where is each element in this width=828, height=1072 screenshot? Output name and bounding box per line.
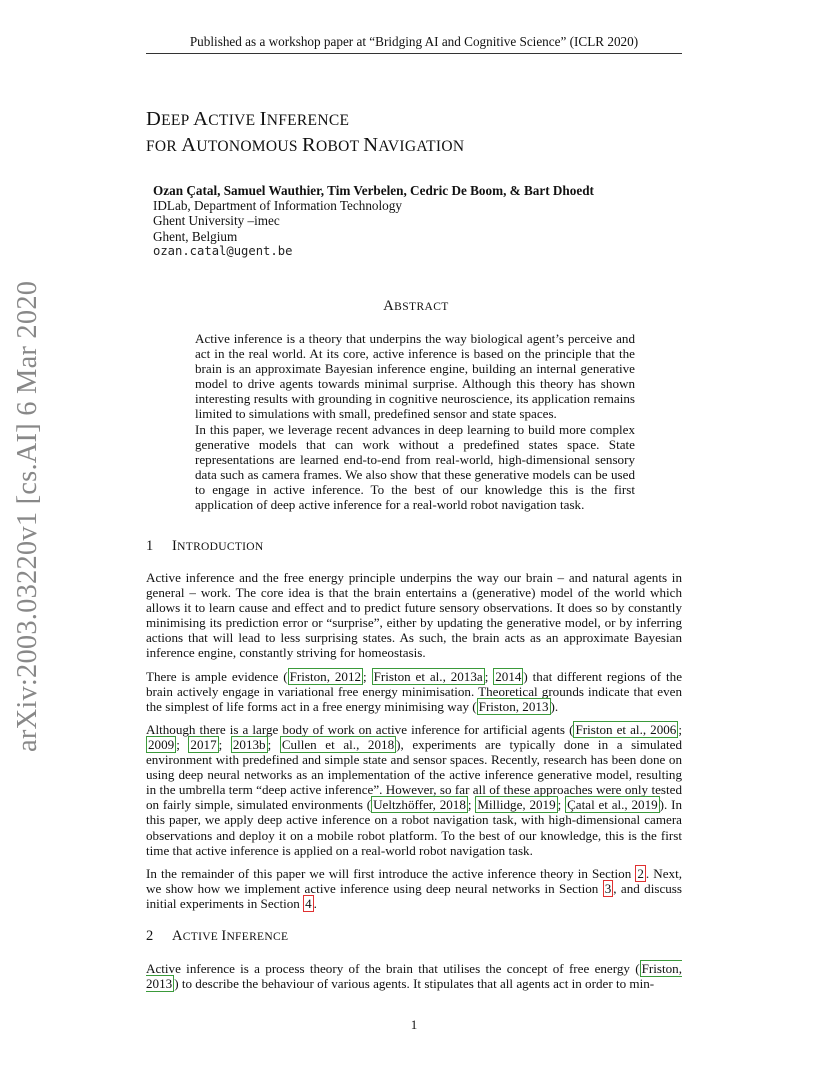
citation-link[interactable]: Friston et al., 2006 [575, 721, 677, 737]
section-number: 1 [146, 538, 154, 554]
paragraph [146, 722, 682, 858]
title-text: A [181, 134, 197, 156]
abstract-paragraph: Active inference is a theory that underpins the way biological agent’s perceive and act in the real world. At its core, active inference is based on the principle that the brain is an approximate Bayesian inference engine, building an internal generative model to drive agents towards minimal surprise. Although this theory has shown interesting results with grounding in cognitive neuroscience, its application remains limited to simulations with small, predefined sensor and state spaces. [195, 331, 635, 422]
paragraph: Active inference and the free energy principle underpins the way our brain – and natural agents in general – work. The core idea is that the brain entertains a (generative) model of the world which allows it to learn cause and effect and to predict future sensory observations. It does so by constantly minimising its prediction error or “surprise”, either by updating the generative model, or by inferring actions that will lead to less surprising states. As such, the brain acts as an approximate Bayesian inference engine, constantly striving for homeostasis. [146, 570, 682, 661]
section-ref-link[interactable]: 4 [305, 895, 312, 911]
text-run: Active inference is a process theory of the brain that utilises the concept of free energy ( [146, 961, 640, 976]
paragraph [146, 669, 682, 714]
text-run: ), experiments are typically done in a simulated environment with predefined and simple state and sensor spaces. Recently, research has been done on using deep neural networks as an implementation of the active inference generative model, resulting in the umbrella term “deep active inference”. However, so far all of these approaches were only tested on fairly simple, simulated environments ( [146, 736, 683, 813]
citation-link[interactable]: 2017 [190, 736, 217, 752]
citation-link[interactable]: Friston, 2013 [146, 961, 682, 992]
heading-text: I [172, 538, 178, 554]
affiliation-line: Ghent, Belgium [153, 228, 238, 244]
abstract-heading [146, 298, 686, 315]
text-run: ). In this paper, we apply deep active inference on a robot navigation task, with high-dimensional camera observations and deploy it on a mobile robot platform. To the best of our knowledge, this is the first time that active inference is applied on a real-world robot navigation task. [146, 797, 682, 858]
citation-link[interactable]: Ueltzhöffer, 2018 [373, 797, 466, 813]
section-number: 2 [146, 928, 154, 944]
title-text: I [259, 108, 267, 130]
text-run: ; [363, 668, 372, 684]
citation-link[interactable]: Cullen et al., 2018 [281, 736, 395, 752]
page-number: 1 [410, 1017, 418, 1032]
active-inference-body [146, 961, 682, 999]
abstract-body [195, 331, 635, 512]
text-run: In the remainder of this paper we will first introduce the active inference theory in Section [146, 865, 636, 881]
heading-text: A [383, 298, 395, 314]
title-text: NFERENCE [266, 112, 350, 129]
affiliation-line: IDLab, Department of Information Technology [153, 198, 402, 214]
header-rule [146, 53, 682, 54]
text-run: ) that different regions of the brain actively engage in variational free energy minimisation. Theoretical grounds indicate that even the simplest of life forms act in a free energy minimising way ( [146, 668, 683, 714]
text-run: ). [550, 698, 559, 714]
text-run: . [313, 895, 317, 911]
title-text: CTIVE [208, 112, 260, 129]
title-text: EEP [161, 112, 194, 129]
introduction-body [146, 570, 682, 919]
title-text: AVIGATION [378, 138, 465, 155]
citation-link[interactable]: Çatal et al., 2019 [567, 797, 658, 813]
text-run: ; [467, 797, 476, 813]
title-line-1 [146, 107, 686, 133]
author-email[interactable]: ozan.catal@ugent.be [153, 243, 293, 258]
text-run: ) to describe the behaviour of various agents. It stipulates that all agents act in order to min- [174, 976, 655, 992]
text-run: . Next, we show how we implement active inference using deep neural networks in Section [146, 865, 682, 896]
paragraph [146, 961, 682, 991]
arxiv-stamp-text: arXiv:2003.03220v1 [cs.AI] 6 Mar 2020 [12, 280, 43, 752]
section-ref-link[interactable]: 3 [604, 880, 612, 896]
citation-link[interactable]: Friston et al., 2013a [373, 668, 483, 684]
title-text: D [146, 108, 162, 130]
section-heading-active-inference [146, 928, 288, 945]
heading-text: A [172, 928, 183, 944]
heading-text: BSTRACT [394, 301, 449, 313]
citation-link[interactable]: 2014 [495, 668, 522, 684]
text-run: ; [267, 736, 280, 752]
title-line-2 [146, 133, 686, 159]
title-text: FOR [146, 138, 182, 155]
citation-link[interactable]: Friston, 2012 [289, 668, 362, 684]
section-ref-link[interactable]: 2 [637, 865, 644, 881]
text-run: ; [484, 668, 494, 684]
heading-text: CTIVE [182, 931, 222, 943]
text-run: , and discuss initial experiments in Section [146, 880, 682, 911]
author-names: Ozan Çatal, Samuel Wauthier, Tim Verbelen, Cedric De Boom, & Bart Dhoedt [153, 183, 594, 198]
text-run: ; [218, 736, 231, 752]
heading-text: NTRODUCTION [177, 541, 264, 553]
running-header: Published as a workshop paper at “Bridging AI and Cognitive Science” (ICLR 2020) [189, 34, 639, 49]
section-heading-introduction [146, 538, 264, 555]
title-text: OBOT [315, 138, 364, 155]
text-run: Although there is a large body of work on active inference for artificial agents ( [146, 721, 574, 737]
text-run: There is ample evidence ( [146, 668, 288, 684]
author-block [153, 183, 594, 259]
citation-link[interactable]: 2009 [148, 736, 175, 752]
heading-text: NFERENCE [226, 931, 289, 943]
title-text: A [193, 108, 209, 130]
text-run: ; [176, 736, 189, 752]
paper-title [146, 107, 686, 159]
abstract-paragraph: In this paper, we leverage recent advances in deep learning to build more complex generative models that can work without a predefined states space. State representations are learned end-to-end from real-world, high-dimensional sensory data such as camera frames. We also show that these generative models can be used to engage in active inference. To the best of our knowledge this is the first application of deep active inference for a real-world robot navigation task. [195, 421, 635, 513]
text-run: ; [678, 721, 682, 737]
title-text: R [301, 134, 316, 156]
paragraph [146, 866, 682, 911]
title-text: N [363, 134, 379, 156]
title-text: UTONOMOUS [196, 138, 302, 155]
heading-text: I [221, 928, 227, 944]
citation-link[interactable]: 2013b [232, 736, 266, 752]
citation-link[interactable]: Friston, 2013 [478, 698, 549, 714]
arxiv-stamp [8, 280, 48, 752]
affiliation-line: Ghent University –imec [153, 213, 280, 229]
citation-link[interactable]: Millidge, 2019 [477, 797, 556, 813]
text-run: ; [557, 797, 566, 813]
